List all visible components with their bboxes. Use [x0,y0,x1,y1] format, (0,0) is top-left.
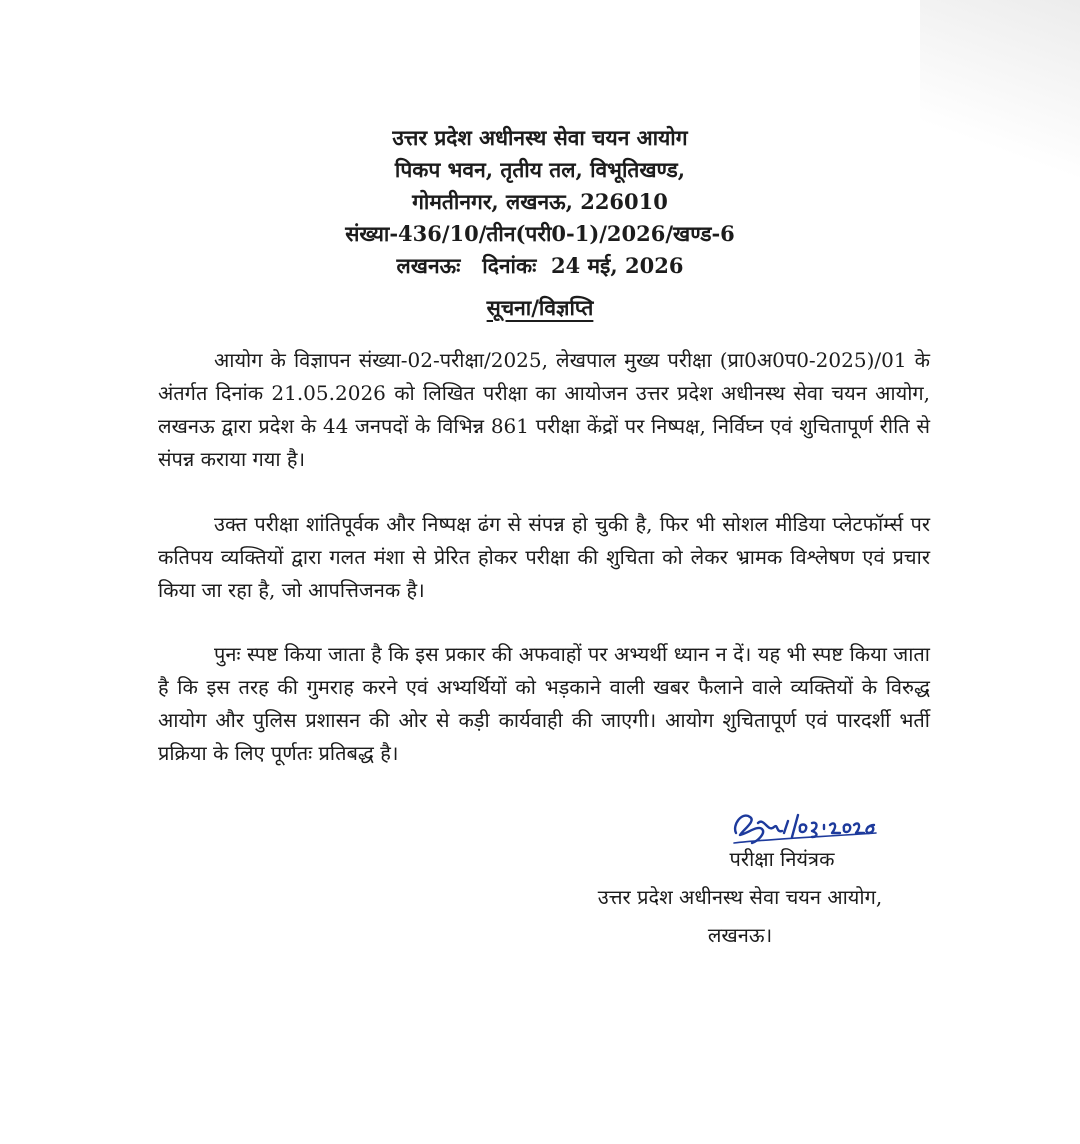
notice-paragraph-1: आयोग के विज्ञापन संख्या-02-परीक्षा/2025, लेखपाल मुख्य परीक्षा (प्रा0अ0प0-2025)/01 के अंतर्गत दिनांक 21.05.2026 को लिखित परीक्षा का आयोजन उत्तर प्रदेश अधीनस्थ सेवा चयन आयोग, लखनऊ द्वारा प्रदेश के 44 जनपदों के विभिन्न 861 परीक्षा केंद्रों पर निष्पक्ष, निर्विघ्न एवं शुचितापूर्ण रीति से संपन्न कराया गया है। [158,348,930,471]
address-line-2: गोमतीनगर, लखनऊ, 226010 [412,189,668,214]
place-and-date: लखनऊः दिनांकः 24 मई, 2026 [396,253,684,278]
notice-title [0,293,1080,323]
notice-paragraph-2: उक्त परीक्षा शांतिपूर्वक और निष्पक्ष ढंग से संपन्न हो चुकी है, फिर भी सोशल मीडिया प्लेटफॉर्म्स पर कतिपय व्यक्तियों द्वारा गलत मंशा से प्रेरित होकर परीक्षा की शुचिता को लेकर भ्रामक विश्लेषण एवं प्रचार किया जा रहा है, जो आपत्तिजनक है। [158,512,930,602]
notice-paragraph-3: पुनः स्पष्ट किया जाता है कि इस प्रकार की अफवाहों पर अभ्यर्थी ध्यान न दें। यह भी स्पष्ट किया जाता है कि इस तरह की गुमराह करने एवं अभ्यर्थियों को भड़काने वाली खबर फैलाने वाले व्यक्तियों के विरुद्ध आयोग और पुलिस प्रशासन की ओर से कड़ी कार्यवाही की जाएगी। आयोग शुचितापूर्ण एवं पारदर्शी भर्ती प्रक्रिया के लिए पूर्णतः प्रतिबद्ध है। [158,642,930,765]
signatory-designation: परीक्षा नियंत्रक [729,847,835,871]
letterhead [0,122,1080,282]
address-line-1: पिकप भवन, तृतीय तल, विभूतिखण्ड, [394,157,686,182]
signatory-city: लखनऊ। [707,923,773,947]
organisation-name: उत्तर प्रदेश अधीनस्थ सेवा चयन आयोग [392,125,688,150]
signature-block [560,840,920,954]
notice-title-text: सूचना/विज्ञप्ति [486,295,594,320]
signatory-organisation: उत्तर प्रदेश अधीनस्थ सेवा चयन आयोग, [597,885,883,909]
reference-number: संख्या-436/10/तीन(परी0-1)/2026/खण्ड-6 [345,221,735,246]
